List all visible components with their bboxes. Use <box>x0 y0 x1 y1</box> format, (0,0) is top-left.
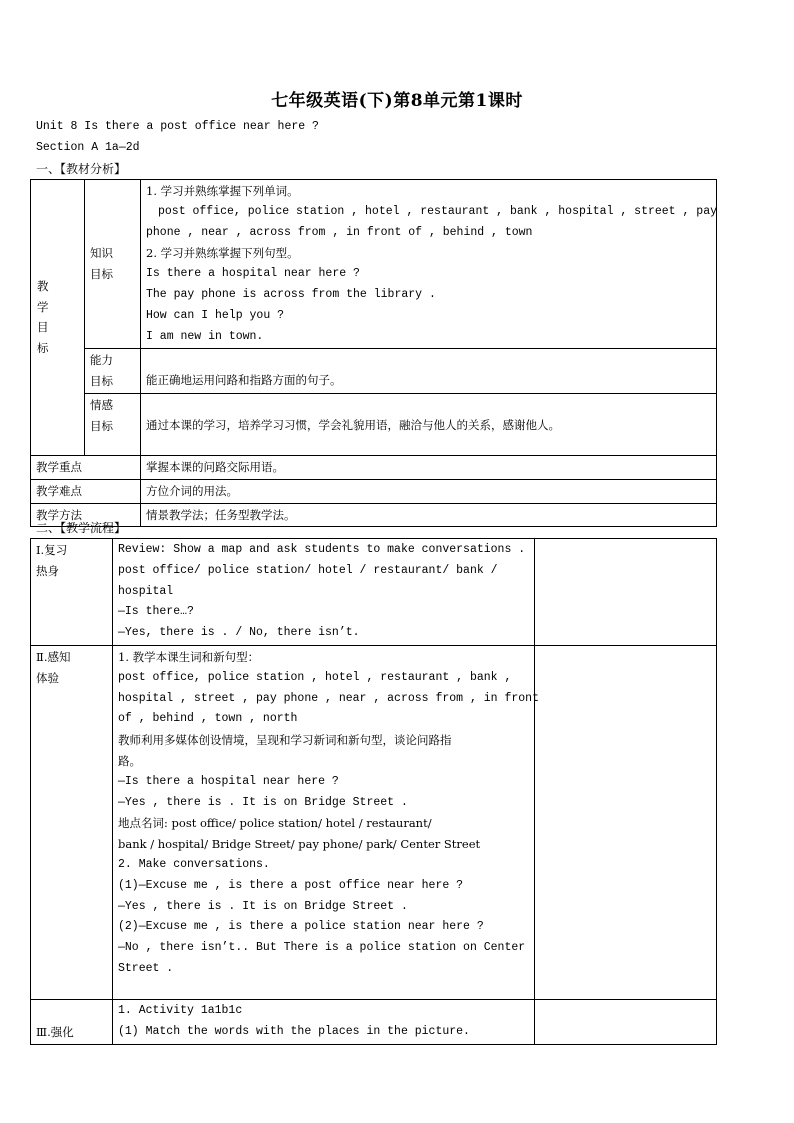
perceive-line: —Is there a hospital near here ? <box>118 774 339 788</box>
page-title: 七年级英语(下)第8单元第1课时 <box>271 91 523 111</box>
strengthen-label: Ⅲ.强化 <box>31 999 113 1044</box>
perceive-label-line: 体验 <box>36 670 59 685</box>
strengthen-content <box>113 999 535 1044</box>
knowledge-label-line: 知识 <box>90 246 113 261</box>
perceive-line: —Yes , there is . It is on Bridge Street . <box>118 795 408 809</box>
ability-label <box>85 349 141 394</box>
perceive-line: (2)—Excuse me , is there a police station near here ? <box>118 920 484 934</box>
review-line: Review: Show a map and ask students to make conversations . <box>118 543 526 556</box>
review-notes <box>535 539 717 646</box>
perceive-line: 教师利用多媒体创设情境，呈现和学习新词和新句型，谈论问路指 <box>118 733 452 748</box>
review-line: hospital <box>118 584 174 598</box>
perceive-label <box>31 645 113 999</box>
strengthen-line: 1. Activity 1a1b1c <box>118 1003 243 1017</box>
analysis-table <box>30 179 717 527</box>
objectives-label-char: 学 <box>37 299 49 314</box>
knowledge-content <box>141 180 717 349</box>
perceive-line: hospital , street , pay phone , near , across from , in front <box>118 691 539 705</box>
unit-line: Unit 8 Is there a post office near here ? <box>36 120 319 133</box>
objectives-label-char: 标 <box>37 341 49 356</box>
knowledge-line: How can I help you ? <box>146 308 285 322</box>
perceive-label-line: Ⅱ.感知 <box>36 649 71 664</box>
method-text: 情景教学法；任务型教学法。 <box>141 503 717 527</box>
knowledge-line: post office, police station , hotel , restaurant , bank , hospital , street , pay <box>158 204 717 218</box>
perceive-line: bank / hospital/ Bridge Street/ pay phone/ park/ Center Street <box>118 837 481 852</box>
perceive-content <box>113 645 539 999</box>
perceive-line: post office, police station , hotel , restaurant , bank , <box>118 670 512 684</box>
part1-heading: 一、【教材分析】 <box>36 162 127 176</box>
process-table <box>30 538 717 1045</box>
emotion-text: 通过本课的学习，培养学习习惯，学会礼貌用语，融洽与他人的关系，感谢他人。 <box>141 393 717 455</box>
strengthen-notes <box>535 999 717 1044</box>
review-label-line: 热身 <box>36 563 59 578</box>
perceive-line: 2. Make conversations. <box>118 857 270 871</box>
review-line: post office/ police station/ hotel / restaurant/ bank / <box>118 563 498 577</box>
method-label: 教学方法 <box>31 503 141 527</box>
difficulty-label: 教学难点 <box>31 479 141 503</box>
ability-text: 能正确地运用问路和指路方面的句子。 <box>141 349 717 394</box>
review-content <box>113 539 535 646</box>
key-point-text: 掌握本课的问路交际用语。 <box>141 455 717 479</box>
perceive-line: of , behind , town , north <box>118 712 298 726</box>
emotion-label-line: 目标 <box>90 418 113 433</box>
emotion-label-line: 情感 <box>90 397 113 412</box>
part2-heading: 二、【教学流程】 <box>36 521 127 535</box>
ability-label-line: 能力 <box>90 353 113 368</box>
objectives-label-char: 目 <box>37 320 49 335</box>
perceive-line: —No , there isn’t.. But There is a police station on Center <box>118 941 526 955</box>
knowledge-line: 1. 学习并熟练掌握下列单词。 <box>146 184 299 198</box>
perceive-line: 路。 <box>118 753 141 768</box>
perceive-line: 1. 教学本课生词和新句型： <box>118 649 260 664</box>
key-point-label: 教学重点 <box>31 455 141 479</box>
emotion-label <box>85 393 141 455</box>
ability-label-line: 目标 <box>90 374 113 389</box>
knowledge-label <box>85 180 141 349</box>
knowledge-line: phone , near , across from , in front of , behind , town <box>146 225 533 239</box>
knowledge-line: I am new in town. <box>146 329 264 343</box>
section-line: Section A 1a—2d <box>36 141 140 154</box>
review-label <box>31 539 113 646</box>
strengthen-line: (1) Match the words with the places in the picture. <box>118 1024 470 1038</box>
review-line: —Yes, there is . / No, there isn’t. <box>118 626 360 640</box>
knowledge-line: The pay phone is across from the library . <box>146 287 436 301</box>
perceive-line: 地点名词: post office/ police station/ hotel / restaurant/ <box>118 816 432 831</box>
review-line: —Is there…? <box>118 605 194 619</box>
review-label-line: Ⅰ.复习 <box>36 543 68 557</box>
perceive-line: —Yes , there is . It is on Bridge Street . <box>118 899 408 913</box>
perceive-line: Street . <box>118 961 174 975</box>
objectives-label-cell <box>31 180 85 456</box>
knowledge-line: 2. 学习并熟练掌握下列句型。 <box>146 246 299 261</box>
objectives-label-char: 教 <box>37 278 49 293</box>
difficulty-text: 方位介词的用法。 <box>141 479 717 503</box>
knowledge-line: Is there a hospital near here ? <box>146 267 360 281</box>
perceive-line: (1)—Excuse me , is there a post office near here ? <box>118 878 464 892</box>
perceive-notes <box>535 645 717 999</box>
knowledge-label-line: 目标 <box>90 267 113 282</box>
